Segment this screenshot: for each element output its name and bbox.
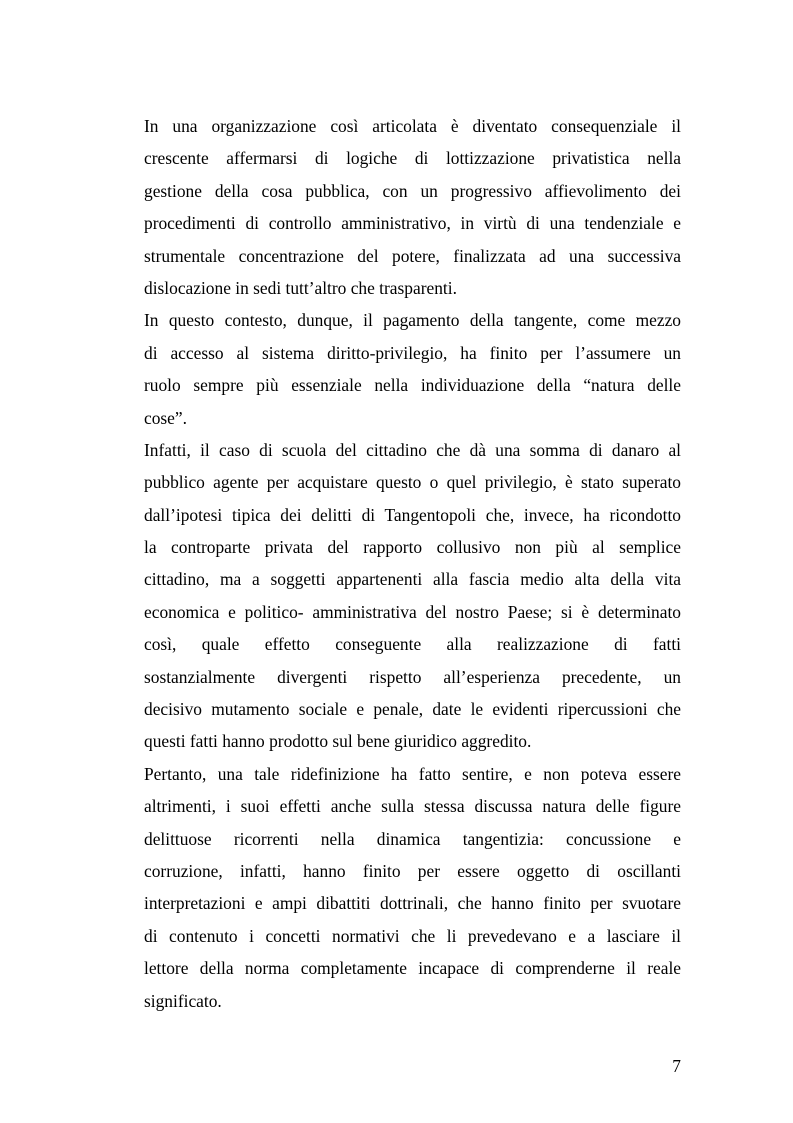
text-line: sostanzialmente divergenti rispetto all’esperienza precedente, un <box>144 666 681 687</box>
text-line: economica e politico- amministrativa del nostro Paese; si è determinato <box>144 601 681 622</box>
paragraph <box>144 110 681 304</box>
text-line: la controparte privata del rapporto collusivo non più al semplice <box>144 537 681 558</box>
text-line: decisivo mutamento sociale e penale, date le evidenti ripercussioni che <box>144 699 681 720</box>
text-line: altrimenti, i suoi effetti anche sulla stessa discussa natura delle figure <box>144 796 681 817</box>
text-line: gestione della cosa pubblica, con un progressivo affievolimento dei <box>144 180 681 201</box>
text-line: dall’ipotesi tipica dei delitti di Tangentopoli che, invece, ha ricondotto <box>144 504 681 525</box>
text-line: di accesso al sistema diritto-privilegio, ha finito per l’assumere un <box>144 342 681 363</box>
text-line: corruzione, infatti, hanno finito per essere oggetto di oscillanti <box>144 860 681 881</box>
text-line: In questo contesto, dunque, il pagamento della tangente, come mezzo <box>144 310 681 331</box>
paragraph <box>144 758 681 1017</box>
text-line: cose”. <box>144 407 187 428</box>
paragraph <box>144 434 681 758</box>
text-line: interpretazioni e ampi dibattiti dottrinali, che hanno finito per svuotare <box>144 893 681 914</box>
text-line: crescente affermarsi di logiche di lottizzazione privatistica nella <box>144 148 681 169</box>
text-line: Pertanto, una tale ridefinizione ha fatto sentire, e non poteva essere <box>144 763 681 784</box>
text-line: significato. <box>144 990 222 1011</box>
text-line: ruolo sempre più essenziale nella individuazione della “natura delle <box>144 375 681 396</box>
text-line: lettore della norma completamente incapace di comprenderne il reale <box>144 958 681 979</box>
text-line: In una organizzazione così articolata è diventato consequenziale il <box>144 116 681 136</box>
text-line: Infatti, il caso di scuola del cittadino che dà una somma di danaro al <box>144 439 681 460</box>
text-line: questi fatti hanno prodotto sul bene giuridico aggredito. <box>144 731 532 752</box>
text-line: dislocazione in sedi tutt’altro che trasparenti. <box>144 277 457 298</box>
body-text <box>144 110 681 1017</box>
text-line: procedimenti di controllo amministrativo, in virtù di una tendenziale e <box>144 213 681 234</box>
text-line: così, quale effetto conseguente alla realizzazione di fatti <box>144 634 681 655</box>
text-line: strumentale concentrazione del potere, finalizzata ad una successiva <box>144 245 681 266</box>
text-line: cittadino, ma a soggetti appartenenti alla fascia medio alta della vita <box>144 569 681 590</box>
page-number: 7 <box>672 1056 681 1076</box>
text-line: di contenuto i concetti normativi che li prevedevano e a lasciare il <box>144 925 681 946</box>
paragraph <box>144 304 681 434</box>
text-line: delittuose ricorrenti nella dinamica tangentizia: concussione e <box>144 828 681 849</box>
text-line: pubblico agente per acquistare questo o quel privilegio, è stato superato <box>144 472 681 493</box>
